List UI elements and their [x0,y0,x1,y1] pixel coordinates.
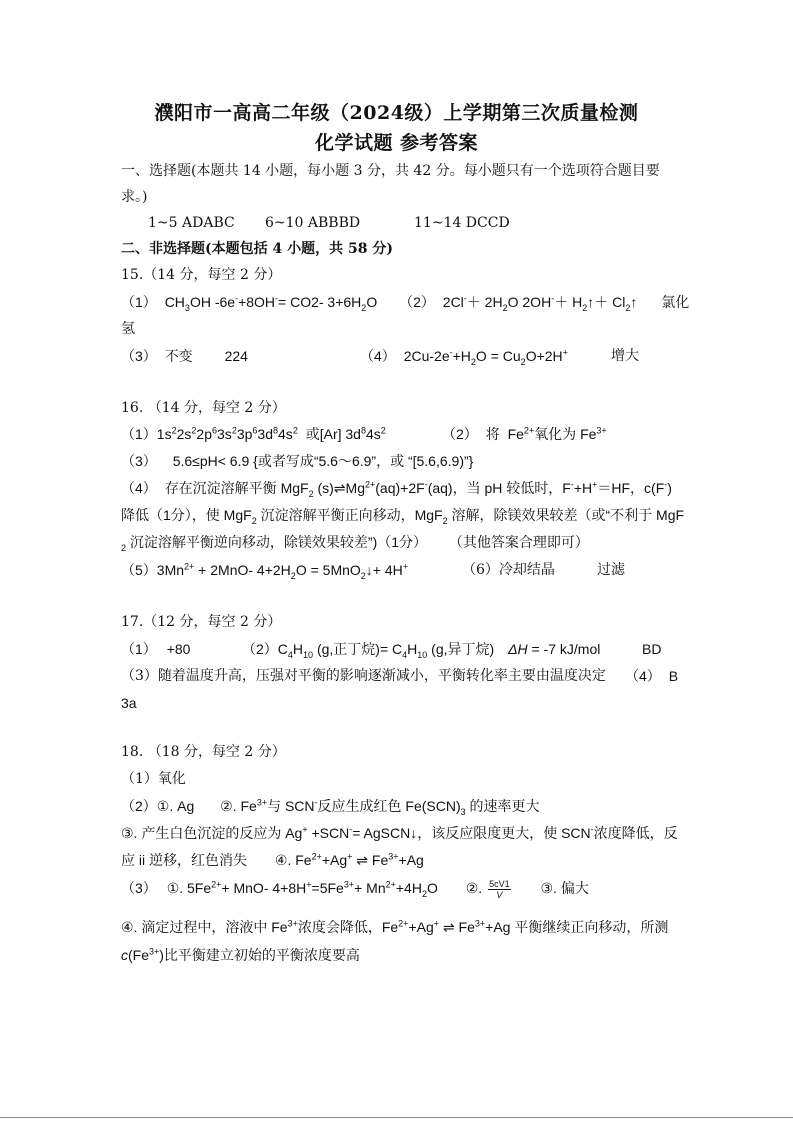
q17-a2-bd: BD [642,641,662,657]
q18-a2-t4: 的速率更大 [465,798,540,814]
q18-a2-sup2: - [314,797,318,808]
q18-l6-t1: ④. 滴定过程中，溶液中 Fe [121,919,288,935]
q16-c5: 2p [196,426,212,442]
q16-c8: 2 [231,425,237,436]
q18-p3-label: （3） [121,880,157,897]
q15-a2-sub3: 2 [625,302,631,313]
q15-a4-t2: +H [452,348,471,364]
q16-c7: 3s [217,426,232,442]
q16-c2: 2 [171,425,177,436]
q16-l2-t3: 溶解，除镁效果较差（或“不利于 MgF [447,507,685,523]
q15-p4-label: （4） [360,348,396,364]
q16-c4: 2 [191,425,197,436]
q17-a2-t1: H [292,641,304,657]
q18-l3-t2: +SCN [307,825,350,841]
q16-a4-sup2: - [424,479,428,490]
q18-a3-t6: O [426,880,438,897]
q18-l4-sup3: 3+ [388,851,399,862]
q17-a2-dh: ΔH [508,641,528,657]
q15-a2-t1: 2Cl [442,294,464,310]
q18-l6-sup4: 3+ [474,918,486,929]
q18-l4-sup1: 2+ [311,851,322,862]
q16-p1-label: （1） [121,426,157,442]
q15-a1-sup1: - [235,293,239,304]
q18-l6-t3: +Ag [408,919,434,935]
q18-frac-num: 5cV1 [489,879,510,889]
q16-l2-t1: 降低（1分），使 MgF [121,507,252,523]
q18-a3-t3: =5Fe [311,880,344,897]
q16-a4-t4: (aq)，当 pH 较低时，F [427,480,571,496]
answers-1-5: 1~5 ADABC [148,215,235,231]
q16-a3: 5.6≤pH< 6.9 {或者写成“5.6～6.9”，或 “[5.6,6.9)”} [172,453,474,469]
q16-l3-t2: （其他答案合理即可） [448,534,589,550]
q15-a2-t3: O 2OH [507,294,552,310]
q16-l3-t1: 沉淀溶解平衡逆向移动，除镁效果较差”)（1分） [126,534,428,550]
q17-p1-label: （1） [121,641,157,657]
q16-a5-t1: 3Mn [156,562,185,578]
q18-l7-t1: (Fe [128,947,149,963]
q18-a2-sub1: 3 [460,806,466,817]
q18-l4-t2: ④. Fe [274,852,312,868]
q18-part3-line6 [121,918,668,936]
q15-a4-sup2: + [562,347,568,358]
q16-heading: 16. （14 分，每空 2 分） [121,400,286,416]
q18-part3-line [121,879,589,900]
q16-c15: 或[Ar] 3d [305,426,361,442]
q18-a3-sup3: 3+ [343,879,355,890]
q18-a2-t2: 与 SCN [267,798,315,814]
q15-a2-t6: ↑ [630,294,638,310]
q15-a1-t1: CH [164,294,185,310]
q16-c1: 1s [156,426,172,442]
q16-l3-sub1: 2 [121,542,127,553]
q18-heading: 18. （18 分，每空 2 分） [121,744,286,760]
q16-a5-sup2: + [402,561,409,572]
q18-l6-sup1: 3+ [287,918,298,929]
q18-l3-sup1: + [302,824,308,835]
q18-l7-c: c [121,947,128,963]
q18-a3-sup2: + [306,879,312,890]
q18-a3-t4: + Mn [354,880,386,897]
q15-a2-tail: 氯化 [661,294,690,310]
q16-c11: 3d [257,426,273,442]
q18-a2-t3: 反应生成红色 Fe(SCN) [317,798,461,814]
q18-l7-t2: )比平衡建立初始的平衡浓度要高 [159,947,360,963]
q16-a4-sup5: - [664,479,668,490]
q15-a4-t3: O = Cu [475,348,521,364]
q16-a5-sub1: 2 [290,570,296,581]
answers-11-14: 11~14 DCCD [414,215,510,231]
page-bottom-rule [0,1117,793,1118]
q16-part4-line [121,479,672,497]
q15-a4-sub1: 2 [470,356,476,367]
q18-l6-sup3: + [433,918,440,929]
q16-part6-answer: 过滤 [597,562,625,578]
q15-a1-t5: O [366,294,378,310]
q18-part2-line [121,797,540,815]
q16-a4-sup1: 2+ [365,479,376,490]
q15-a3a: 不变 [164,348,193,364]
q16-p3-label: （3） [121,453,157,469]
q17-p4-label: （4） [625,668,661,684]
q16-a2-t2: Fe [507,426,524,442]
q17-heading: 17.（12 分，每空 2 分） [121,614,282,630]
q16-a5-sup1: 2+ [184,561,195,572]
q16-part4-line2 [121,506,684,524]
q17-a2-t3: H [407,641,418,657]
q16-l2-t2: 沉淀溶解平衡正向移动，MgF [256,507,443,523]
q16-a2-t1: 将 [485,426,500,442]
q18-a3-t2: + MnO- 4+8H [221,880,307,897]
q17-p2-label: （2）C [242,641,288,657]
q15-a2-t4: ＋ H [554,294,583,310]
q16-a2-sup2: 3+ [596,425,607,436]
q15-a2-sup2: - [551,293,555,304]
q16-a4-t6: ＝HF，c(F [597,480,665,496]
q16-c14: 2 [292,425,298,436]
q16-a2-t3: 氧化为 Fe [534,426,597,442]
q18-part2-line4 [121,851,424,869]
q18-frac-den: V [496,890,503,900]
q18-l4-t4: ⇌ Fe [352,852,389,868]
q16-c18: 2 [380,425,386,436]
q18-a2-t1: ②. Fe [220,798,257,814]
q17-part4-line [625,667,678,685]
q17-part4-cont: 3a [121,695,137,711]
q16-a4-t1: 存在沉淀溶解平衡 MgF [164,480,309,496]
q16-c16: 8 [360,425,366,436]
q16-p2-label: （2） [442,426,478,442]
document-title: 濮阳市一高高二年级（2024级）上学期第三次质量检测 [154,102,639,124]
q18-l4-t3: +Ag [321,852,348,868]
section1-heading: 一、选择题(本题共 14 小题，每小题 3 分，共 42 分。每小题只有一个选项符合题目要 [121,163,660,179]
q15-a2-sub1: 2 [502,302,508,313]
q15-a1-sup2: - [275,293,279,304]
q15-part1-line [121,293,689,311]
q18-a3-label2: ②. [465,880,483,897]
q15-heading: 15.（14 分，每空 2 分） [121,267,282,283]
q16-a4-t3: (aq)+2F [375,480,425,496]
q18-l4-t1: 应 ii 逆移，红色消失 [121,852,247,868]
q16-p5-label: （5） [121,562,157,578]
q16-c13: 4s [278,426,293,442]
q16-part5-line [121,561,408,579]
q15-p1-label: （1） [121,294,157,310]
q15-a4-t1: 2Cu-2e [403,348,450,364]
q16-part3-line [121,452,473,470]
q16-a4-t5: +H [573,480,593,496]
q15-a2-sub2: 2 [582,302,588,313]
q15-part2-cont: 氢 [121,321,135,337]
q18-part3-line7 [121,946,360,964]
q18-p2-label: （2）①. Ag [121,798,195,814]
q18-l4-sup2: + [347,851,353,862]
q15-a1-sub1: 3 [184,302,190,313]
q18-a3-sup4: 2+ [385,879,396,890]
q16-part1-line [121,425,386,443]
q15-part3-line [121,347,248,365]
q18-a3-sub1: 2 [421,889,427,899]
q16-a4-sup4: + [592,479,598,490]
q18-l3-t4: 浓度降低，反 [593,825,678,841]
q16-p4-label: （4） [121,480,157,496]
q18-l6-sup2: 2+ [398,918,409,929]
q16-a5-t2: + 2MnO- 4+2H [194,562,291,578]
q18-a3-t5: +4H [395,880,422,897]
q15-a2-t5: ↑＋ Cl [587,294,626,310]
q16-a4-t7: ) [667,480,672,496]
q15-a1-t3: +8OH [238,294,276,310]
q17-a2-sub2: 10 [303,649,314,660]
q18-l3-sup3: - [590,824,594,835]
q17-part3-line: （3）随着温度升高，压强对平衡的影响逐渐减小，平衡转化率主要由温度决定 [121,668,606,684]
q15-a4-t4: O+2H [525,348,563,364]
q18-part2-line3 [121,824,678,842]
q16-l2-sub2: 2 [442,515,448,526]
q17-a2-sub1: 4 [287,649,293,660]
q16-c12: 8 [273,425,279,436]
q18-l6-t4: ⇌ Fe [439,919,475,935]
q17-a1: +80 [166,641,191,657]
q16-c6: 6 [212,425,218,436]
q17-part2-line [242,640,600,658]
q16-part6-label: （6）冷却结晶 [462,562,555,578]
q18-l4-t5: +Ag [398,852,424,868]
q16-a5-sub2: 2 [360,570,366,581]
q17-a2-t2: (g,正丁烷)= C [313,641,403,657]
q18-l3-t1: ③. 产生白色沉淀的反应为 Ag [121,825,303,841]
q15-a1-t4: = CO2- 3+6H [278,294,362,310]
q18-a3-t1: ①. 5Fe [166,880,212,897]
section2-heading: 二、非选择题(本题包括 4 小题，共 58 分) [121,241,393,257]
q16-c9: 3p [236,426,253,442]
q16-a4-t2: (s)⇌Mg [313,480,365,496]
q15-a4-tail: 增大 [611,348,639,364]
q18-part1-line: （1）氧化 [121,771,186,787]
q15-p3-label: （3） [121,348,157,364]
q18-l3-sup2: - [349,824,353,835]
q18-l7-sup1: 3+ [149,946,160,957]
q15-a2-sup1: - [463,293,467,304]
q16-a5-t3: O = 5MnO [295,562,361,578]
q18-a3-label3: ③. 偏大 [540,880,589,897]
q18-l6-t2: 浓度会降低，Fe [297,919,399,935]
q16-l2-sub1: 2 [251,515,257,526]
q16-c17: 4s [365,426,381,442]
q15-p2-label: （2） [399,294,435,310]
document-subtitle: 化学试题 参考答案 [314,132,479,154]
q17-a2-t4: (g,异丁烷) [427,641,495,657]
section1-heading-cont: 求。) [121,189,148,205]
q15-a2-t2: ＋ 2H [466,294,503,310]
q15-a3b: 224 [224,348,248,364]
q17-a2-t5: = -7 kJ/mol [527,641,601,657]
q18-a2-sup1: 3+ [256,797,268,808]
q17-a4: B [668,668,679,684]
q16-a4-sup3: - [570,479,574,490]
q16-c10: 6 [252,425,258,436]
q15-a4-sup1: - [449,347,453,358]
q17-a2-sub4: 10 [417,649,428,660]
q16-c3: 2s [176,426,192,442]
q16-a2-sup1: 2+ [523,425,535,436]
q17-a2-sub3: 4 [402,649,408,660]
q18-l6-t5: +Ag 平衡继续正向移动，所测 [485,919,669,935]
q18-a3-sup1: 2+ [211,879,222,890]
q15-part4-line [360,347,568,365]
q16-part2-line [442,425,607,443]
answers-6-10: 6~10 ABBBD [265,215,361,231]
q15-a1-sub2: 2 [361,302,367,313]
q16-a5-t4: ↓+ 4H [365,562,403,578]
q16-part4-line3 [121,533,589,551]
q15-a4-sub2: 2 [520,356,526,367]
q15-a1-t2: OH -6e [189,294,236,310]
q18-l3-t3: = AgSCN↓，该反应限度更大，使 SCN [352,825,591,841]
q17-part1-line [121,640,190,658]
q16-a4-sub1: 2 [308,488,314,499]
q18-fraction [488,879,511,900]
